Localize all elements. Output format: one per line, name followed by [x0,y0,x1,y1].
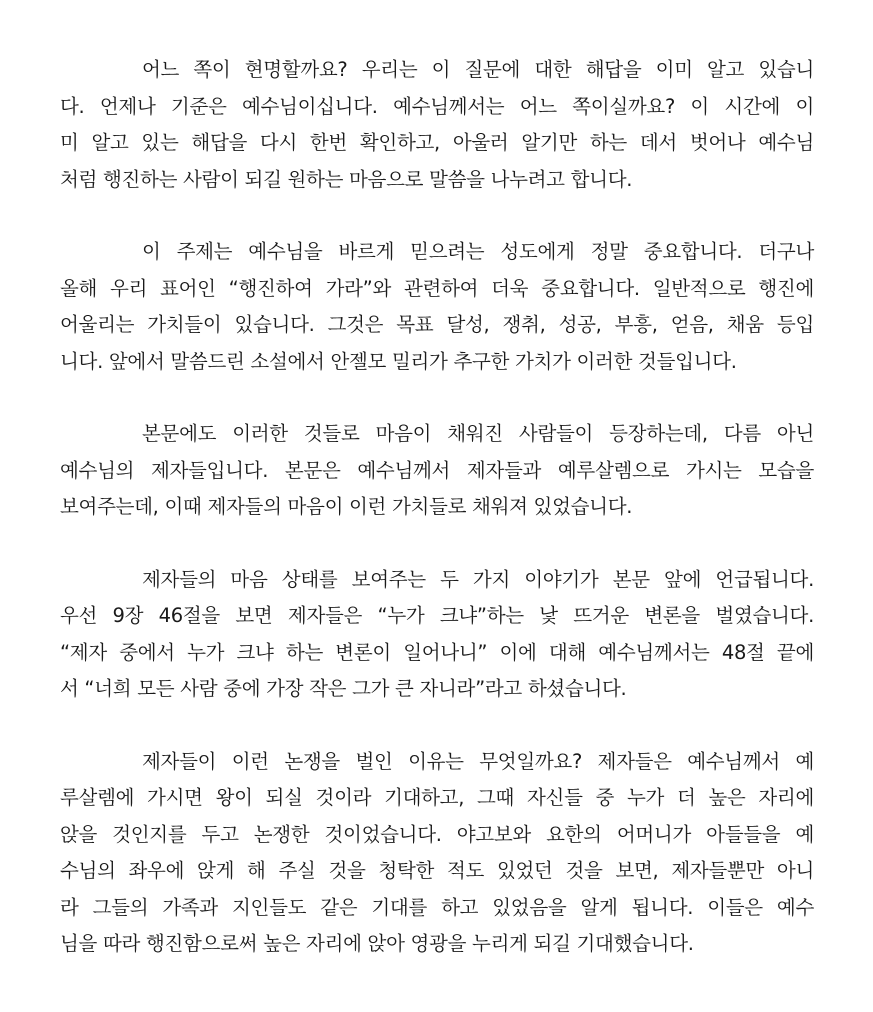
paragraph-line: 루살렘에 가시면 왕이 되실 것이라 기대하고, 그때 자신들 중 누가 더 높은 자리에 [60,786,814,809]
paragraph-line: 다. 언제나 기준은 예수님이십니다. 예수님께서는 어느 쪽이실까요? 이 시간에 이 [60,94,814,118]
paragraph-line: 앉을 것인지를 두고 논쟁한 것이었습니다. 야고보와 요한의 어머니가 아들들을 예 [60,822,814,846]
paragraph-line: 올해 우리 표어인 “행진하여 가라”와 관련하여 더욱 중요합니다. 일반적으로 행진에 [60,276,814,300]
paragraph-4 [60,562,814,708]
paragraph-line: 라 그들의 가족과 지인들도 같은 기대를 하고 있었음을 알게 됩니다. 이들은 예수 [60,895,814,919]
paragraph-line: 어울리는 가치들이 있습니다. 그것은 목표 달성, 쟁취, 성공, 부흥, 얻음, 채움 등입 [60,313,814,336]
paragraph-line: 예수님의 제자들입니다. 본문은 예수님께서 제자들과 예루살렘으로 가시는 모습을 [60,458,814,482]
paragraph-1 [60,52,814,198]
paragraph-line: 니다. 앞에서 말씀드린 소설에서 안젤모 밀리가 추구한 가치가 이러한 것들입니다. [60,349,737,373]
paragraph-line: 미 알고 있는 해답을 다시 한번 확인하고, 아울러 알기만 하는 데서 벗어나 예수님 [60,131,814,154]
document-body [60,52,814,999]
paragraph-line: 우선 9장 46절을 보면 제자들은 “누가 크냐”하는 낯 뜨거운 변론을 벌였습니다. [60,604,814,627]
paragraph-line: 제자들의 마음 상태를 보여주는 두 가지 이야기가 본문 앞에 언급됩니다. [142,567,814,591]
paragraph-line: 어느 쪽이 현명할까요? 우리는 이 질문에 대한 해답을 이미 알고 있습니 [142,58,814,81]
paragraph-line: 님을 따라 행진함으로써 높은 자리에 앉아 영광을 누리게 되길 기대했습니다. [60,932,694,955]
paragraph-line: “제자 중에서 누가 크냐 하는 변론이 일어나니” 이에 대해 예수님께서는 48절 끝에 [60,640,814,664]
paragraph-line: 제자들이 이런 논쟁을 벌인 이유는 무엇일까요? 제자들은 예수님께서 예 [142,749,814,773]
paragraph-line: 처럼 행진하는 사람이 되길 원하는 마음으로 말씀을 나누려고 합니다. [60,167,633,191]
paragraph-line: 본문에도 이러한 것들로 마음이 채워진 사람들이 등장하는데, 다름 아닌 [142,422,814,445]
paragraph-line: 서 “너희 모든 사람 중에 가장 작은 그가 큰 자니라”라고 하셨습니다. [60,677,627,700]
paragraph-5 [60,744,814,963]
paragraph-line: 보여주는데, 이때 제자들의 마음이 이런 가치들로 채워져 있었습니다. [60,495,633,518]
paragraph-2 [60,234,814,380]
paragraph-line: 수님의 좌우에 앉게 해 주실 것을 청탁한 적도 있었던 것을 보면, 제자들뿐만 아니 [60,859,814,882]
paragraph-line: 이 주제는 예수님을 바르게 믿으려는 성도에게 정말 중요합니다. 더구나 [142,240,814,263]
paragraph-3 [60,416,814,526]
